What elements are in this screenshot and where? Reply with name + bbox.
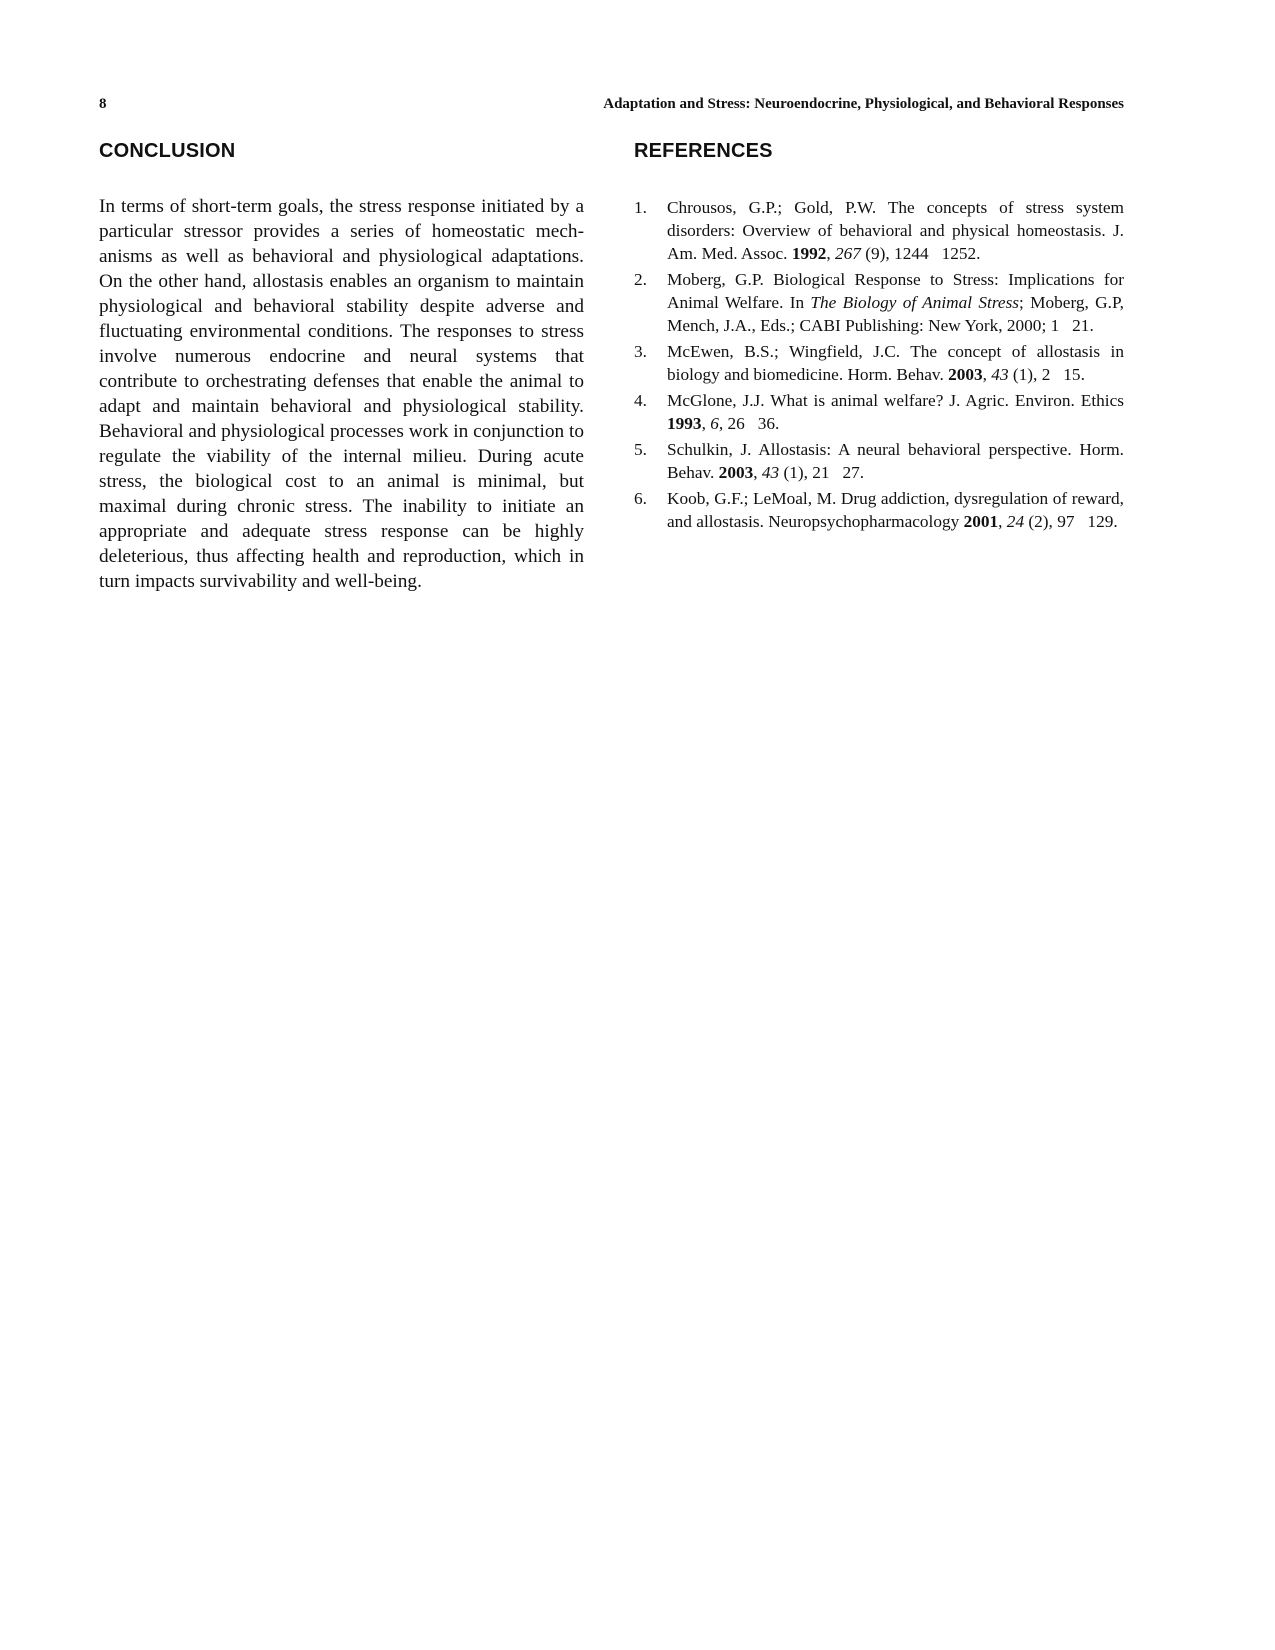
reference-item-1 [634, 196, 1124, 265]
reference-list [634, 196, 1124, 533]
conclusion-paragraph: In terms of short-term goals, the stress response initiated by a particular stressor provides a series of homeostatic mechanisms as well as behavioral and physiological adaptations. On the other hand, allostasis enables an organism to maintain physiological and behavioral stability despite adverse and fluctuating environmental conditions. The responses to stress involve numerous endocrine and neural systems that contribute to orchestrating defenses that enable the animal to adapt and maintain behavioral and physiological stability. Behavioral and physiological processes work in conjunction to regulate the viability of the internal milieu. During acute stress, the biological cost to an animal is minimal, but maximal during chronic stress. The inability to initiate an appropriate and adequate stress response can be highly deleterious, thus affecting health and reproduction, which in turn impacts survivability and well-being. [99, 196, 584, 592]
reference-volume: 267 [835, 244, 861, 263]
references-heading: REFERENCES [634, 140, 773, 162]
reference-volume: 43 [991, 365, 1009, 384]
reference-number: 4. [634, 391, 647, 410]
references-section [634, 137, 1124, 531]
reference-item-4 [634, 389, 1124, 435]
reference-pages: , 26 36. [718, 414, 780, 433]
reference-text: Moberg, G.P. Biological Response to Stress: Implications for Animal Welfare. In [667, 270, 1124, 312]
reference-number: 1. [634, 198, 647, 217]
conclusion-section [99, 137, 584, 592]
reference-year: 2001 [963, 512, 999, 531]
reference-item-5 [634, 438, 1124, 484]
reference-text: McGlone, J.J. What is animal welfare? J. Agric. Environ. Ethics [667, 391, 1124, 410]
reference-volume: 43 [761, 463, 780, 482]
reference-separator: , [998, 512, 1007, 531]
reference-pages: (1), 21 27. [779, 463, 865, 482]
reference-number: 5. [634, 440, 647, 459]
reference-year: 2003 [718, 463, 754, 482]
reference-text: Chrousos, G.P.; Gold, P.W. The concepts of stress system disorders: Overview of behavioral and physical homeostasis. J. Am. Med. Assoc. [667, 198, 1124, 263]
reference-number: 3. [634, 342, 647, 361]
page-number: 8 [99, 96, 107, 112]
reference-item-3 [634, 340, 1124, 386]
reference-year: 2003 [948, 365, 983, 384]
reference-pages: (9), 1244 1252. [860, 244, 981, 263]
reference-year: 1993 [667, 414, 702, 433]
reference-item-2 [634, 268, 1124, 337]
reference-separator: , [982, 365, 992, 384]
reference-book-title: The Biology of Animal Stress [810, 293, 1020, 312]
reference-text: Schulkin, J. Allostasis: A neural behavioral perspective. Horm. Behav. [667, 440, 1124, 482]
reference-text: Koob, G.F.; LeMoal, M. Drug addiction, dysregulation of reward, and allostasis. Neuropsychopharmacology [667, 489, 1124, 531]
running-header: Adaptation and Stress: Neuroendocrine, Physiological, and Behavioral Responses [603, 96, 1124, 112]
reference-publisher: ; Moberg, G.P, Mench, J.A., Eds.; CABI Publishing: New York, 2000; 1 21. [667, 293, 1124, 335]
reference-separator: , [701, 414, 711, 433]
reference-separator: , [826, 244, 836, 263]
reference-pages: (1), 2 15. [1008, 365, 1085, 384]
conclusion-heading: CONCLUSION [99, 140, 236, 162]
reference-year: 1992 [791, 244, 827, 263]
reference-text: McEwen, B.S.; Wingfield, J.C. The concept of allostasis in biology and biomedicine. Horm. Behav. [667, 342, 1124, 384]
reference-separator: , [753, 463, 762, 482]
reference-item-6 [634, 487, 1124, 533]
reference-volume: 6 [710, 414, 719, 433]
reference-number: 6. [634, 489, 647, 508]
reference-volume: 24 [1006, 512, 1025, 531]
reference-pages: (2), 97 129. [1024, 512, 1118, 531]
reference-number: 2. [634, 270, 647, 289]
